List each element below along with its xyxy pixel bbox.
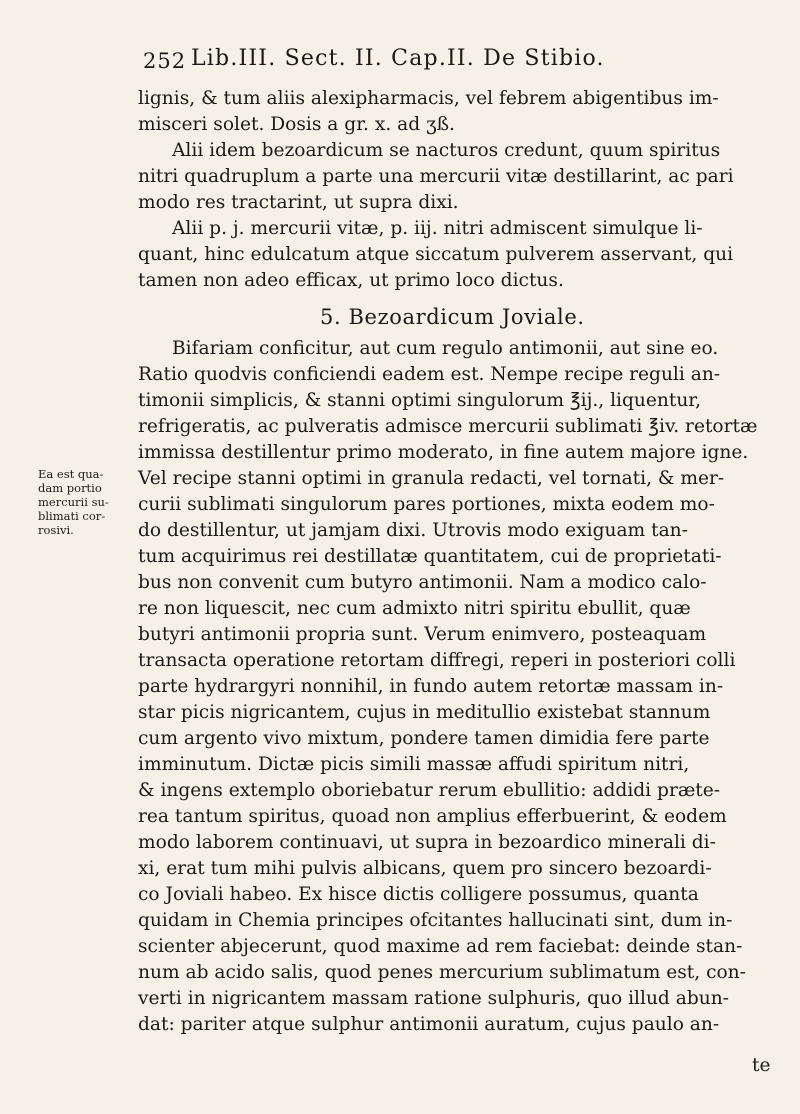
text-line: modo res tractarint, ut supra dixi. — [138, 192, 459, 213]
margin-line: Ea est qua- — [38, 467, 104, 481]
text-line: Alii idem bezoardicum se nacturos credunt, quum spiritus — [172, 140, 721, 161]
text-line: rea tantum spiritus, quoad non amplius efferbuerint, & eodem — [138, 806, 727, 827]
text-line: cum argento vivo mixtum, pondere tamen dimidia fere parte — [138, 728, 710, 749]
text-line: imminutum. Dictæ picis simili massæ affudi spiritum nitri, — [138, 754, 690, 775]
catchword: te — [752, 1055, 771, 1076]
margin-line: dam portio — [38, 481, 102, 495]
running-title: Lib.III. Sect. II. Cap.II. De Stibio. — [191, 46, 605, 71]
text-line: butyri antimonii propria sunt. Verum enimvero, posteaquam — [138, 624, 707, 645]
text-line: tamen non adeo efficax, ut primo loco dictus. — [138, 270, 564, 291]
text-line: modo laborem continuavi, ut supra in bezoardico minerali di- — [138, 832, 716, 853]
page-number: 252 — [143, 49, 187, 73]
text-line: dat: pariter atque sulphur antimonii auratum, cujus paulo an- — [138, 1014, 720, 1035]
text-line: tum acquirimus rei destillatæ quantitatem, cui de proprietati- — [138, 546, 722, 567]
text-line: Alii p. j. mercurii vitæ, p. iij. nitri admiscent simulque li- — [172, 218, 703, 239]
text-line: curii sublimati singulorum pares portiones, mixta eodem mo- — [138, 494, 715, 515]
text-line: timonii simplicis, & stanni optimi singulorum ℥ij., liquentur, — [138, 390, 702, 411]
text-line: quant, hinc edulcatum atque siccatum pulverem asservant, qui — [138, 244, 734, 265]
text-line: & ingens extemplo oboriebatur rerum ebullitio: addidi præte- — [138, 780, 721, 801]
text-line: scienter abjecerunt, quod maxime ad rem faciebat: deinde stan- — [138, 936, 743, 957]
text-line: immissa destillentur primo moderato, in fine autem majore igne. — [138, 442, 749, 463]
marginal-note — [38, 467, 130, 537]
text-line: re non liquescit, nec cum admixto nitri spiritu ebullit, quæ — [138, 598, 691, 619]
margin-line: blimati cor- — [38, 509, 106, 523]
text-line: Bifariam conficitur, aut cum regulo antimonii, aut sine eo. — [172, 338, 719, 359]
text-line: star picis nigricantem, cujus in meditullio existebat stannum — [138, 702, 711, 723]
text-line: quidam in Chemia principes ofcitantes hallucinati sint, dum in- — [138, 910, 733, 931]
text-line: num ab acido salis, quod penes mercurium sublimatum est, con- — [138, 962, 746, 983]
margin-line: rosivi. — [38, 523, 74, 537]
text-line: nitri quadruplum a parte una mercurii vitæ destillarint, ac pari — [138, 166, 734, 187]
text-line: misceri solet. Dosis a gr. x. ad ʒß. — [138, 114, 455, 135]
text-line: lignis, & tum aliis alexipharmacis, vel febrem abigentibus im- — [138, 88, 719, 109]
text-line: transacta operatione retortam diffregi, reperi in posteriori colli — [138, 650, 736, 671]
text-line: Ratio quodvis conficiendi eadem est. Nempe recipe reguli an- — [138, 364, 721, 385]
text-line: refrigeratis, ac pulveratis admisce mercurii sublimati ℥iv. retortæ — [138, 416, 758, 437]
section-heading: 5. Bezoardicum Joviale. — [320, 305, 585, 329]
text-line: verti in nigricantem massam ratione sulphuris, quo illud abun- — [138, 988, 729, 1009]
text-line: parte hydrargyri nonnihil, in fundo autem retortæ massam in- — [138, 676, 724, 697]
running-head — [143, 46, 703, 80]
text-line: Vel recipe stanni optimi in granula redacti, vel tornati, & mer- — [138, 468, 725, 489]
text-line: bus non convenit cum butyro antimonii. Nam a modico calo- — [138, 572, 707, 593]
margin-line: mercurii su- — [38, 495, 109, 509]
text-line: xi, erat tum mihi pulvis albicans, quem pro sincero bezoardi- — [138, 858, 712, 879]
text-line: co Joviali habeo. Ex hisce dictis colligere possumus, quanta — [138, 884, 699, 905]
text-line: do destillentur, ut jamjam dixi. Utrovis modo exiguam tan- — [138, 520, 688, 541]
